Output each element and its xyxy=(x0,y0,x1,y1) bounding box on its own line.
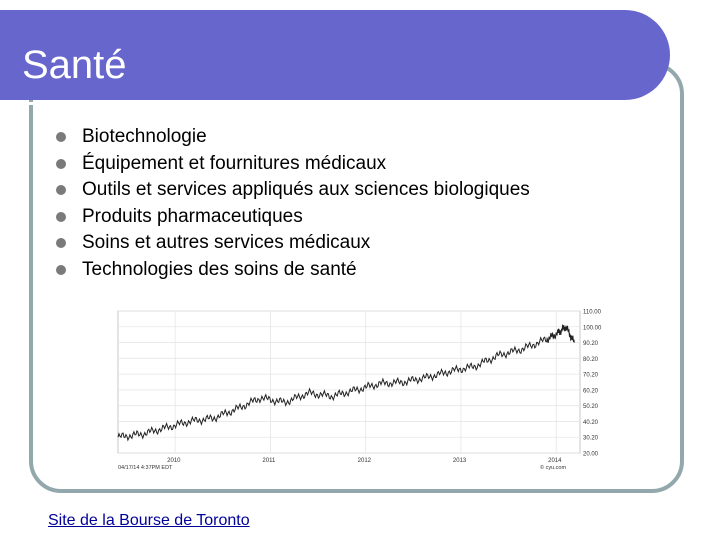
y-tick-label: 80.20 xyxy=(583,356,599,363)
chart-source: © cyu.com xyxy=(540,465,567,471)
y-tick-label: 100.00 xyxy=(583,325,602,332)
y-tick-label: 30.20 xyxy=(583,435,599,442)
bullet-text: Produits pharmaceutiques xyxy=(82,205,303,227)
bullet-dot-icon xyxy=(56,265,66,275)
title-bar xyxy=(0,10,670,100)
bullet-text: Soins et autres services médicaux xyxy=(82,232,371,253)
bullet-item xyxy=(55,177,530,204)
x-tick-label: 2011 xyxy=(262,458,276,464)
bullet-text: Équipement et fournitures médicaux xyxy=(82,152,387,174)
x-tick-label: 2012 xyxy=(357,458,372,464)
bullet-item xyxy=(55,230,530,257)
bullet-item xyxy=(55,257,530,284)
bullet-dot-icon xyxy=(56,212,66,222)
y-tick-label: 50.20 xyxy=(583,404,599,411)
bullet-item xyxy=(55,204,530,231)
bullet-dot-icon xyxy=(56,132,66,142)
y-tick-label: 110.00 xyxy=(583,309,601,316)
toronto-stock-exchange-link[interactable]: Site de la Bourse de Toronto xyxy=(48,512,250,529)
y-tick-label: 20.00 xyxy=(583,451,599,458)
slide-title: Santé xyxy=(22,43,127,87)
x-tick-label: 2010 xyxy=(167,458,181,464)
plot-area xyxy=(118,311,580,453)
chart-timestamp: 04/17/14 4:37PM EDT xyxy=(118,465,173,471)
y-tick-label: 70.20 xyxy=(583,372,599,379)
bullet-item xyxy=(55,124,530,151)
bullet-dot-icon xyxy=(56,159,66,169)
x-tick-label: 2014 xyxy=(548,458,562,464)
bullet-text: Outils et services appliqués aux sciences biologiques xyxy=(82,179,530,200)
bullet-dot-icon xyxy=(56,238,66,248)
bullet-list xyxy=(55,124,530,283)
x-tick-label: 2013 xyxy=(452,458,467,464)
y-tick-label: 90.20 xyxy=(583,341,599,348)
y-tick-label: 40.20 xyxy=(583,419,599,426)
bullet-text: Biotechnologie xyxy=(82,126,207,147)
bullet-dot-icon xyxy=(56,185,66,195)
y-tick-label: 60.20 xyxy=(583,388,599,395)
bullet-item xyxy=(55,151,530,178)
bullet-text: Technologies des soins de santé xyxy=(82,258,357,280)
stock-chart xyxy=(112,303,612,473)
title-underline xyxy=(20,102,638,105)
